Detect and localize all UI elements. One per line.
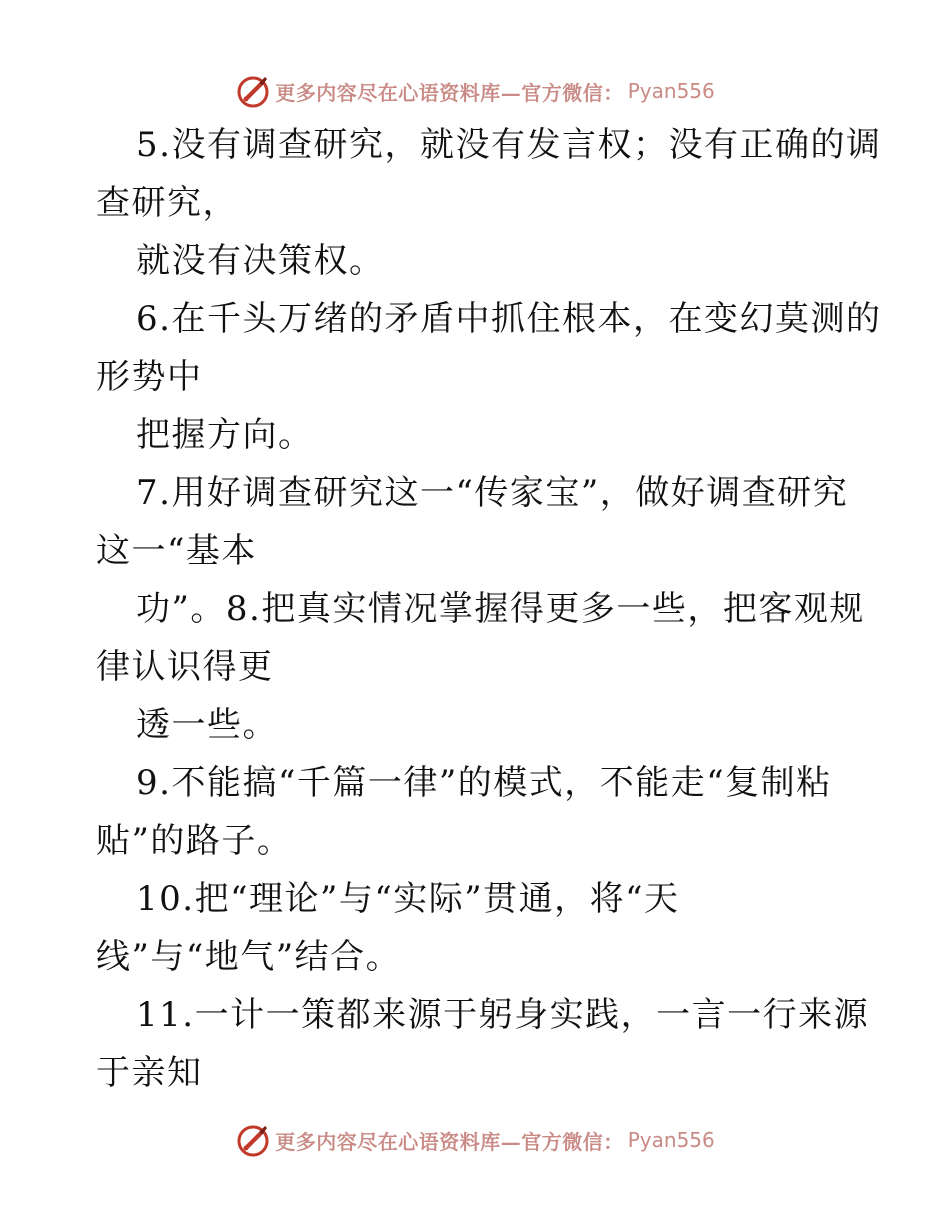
text-line: 10.把“理论”与“实际”贯通，将“天 [136,879,680,919]
watermark-wechat-id: Pyan556 [627,79,715,103]
text-line: 律认识得更 [96,647,274,687]
footer-watermark [0,1120,950,1160]
text-line: 7.用好调查研究这一“传家宝”，做好调查研究 [136,473,849,513]
text-line: 5.没有调查研究，就没有发言权；没有正确的调 [136,125,882,165]
watermark-text: 更多内容尽在心语资料库—官方微信： [275,1129,624,1154]
header-watermark [0,71,950,111]
brush-logo-icon [235,1122,271,1158]
text-line: 查研究， [96,183,238,223]
brush-logo-icon [235,73,271,109]
body-text [96,116,882,1102]
text-line: 形势中 [96,357,203,397]
text-line: 于亲知 [96,1053,203,1093]
text-line: 9.不能搞“千篇一律”的模式，不能走“复制粘 [136,763,832,803]
text-line: 这一“基本 [96,531,257,571]
watermark-text: 更多内容尽在心语资料库—官方微信： [275,80,624,105]
text-line: 11.一计一策都来源于躬身实践，一言一行来源 [136,995,870,1035]
text-line: 贴”的路子。 [96,821,293,861]
text-line: 6.在千头万绪的矛盾中抓住根本，在变幻莫测的 [136,299,882,339]
text-line: 就没有决策权。 [136,241,385,281]
watermark-wechat-id: Pyan556 [627,1128,715,1152]
text-line: 功”。8.把真实情况掌握得更多一些，把客观规 [136,589,865,629]
text-line: 把握方向。 [136,415,314,455]
text-line: 透一些。 [136,705,278,745]
text-line: 线”与“地气”结合。 [96,937,402,977]
